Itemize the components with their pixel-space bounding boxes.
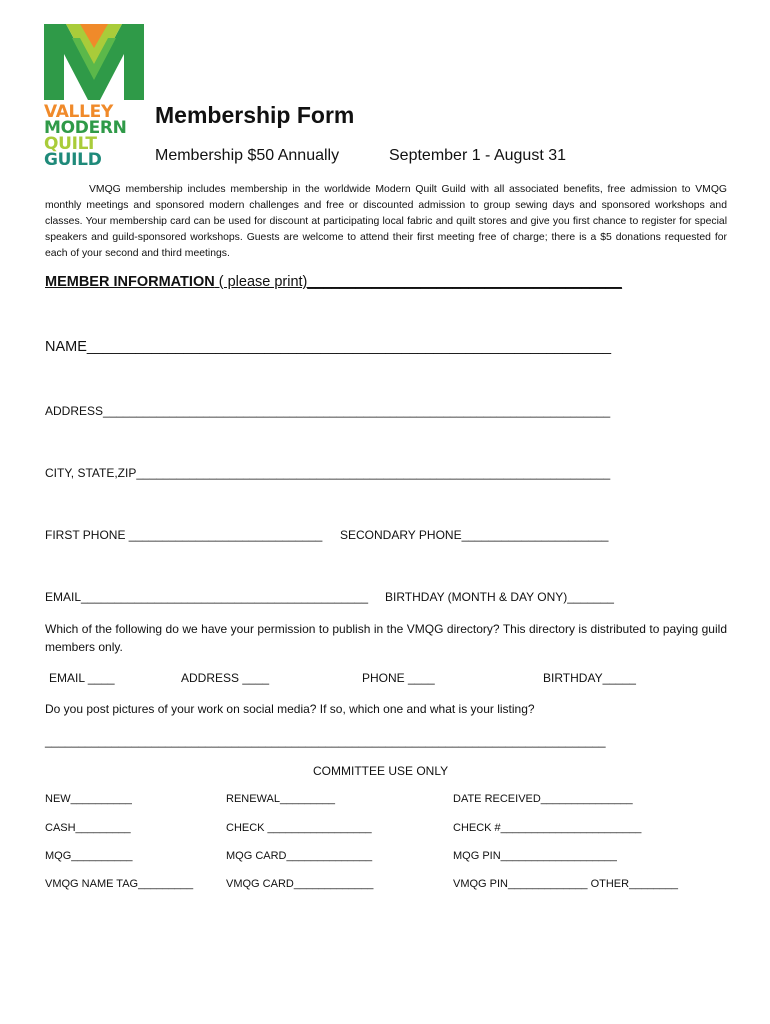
committee-mqg-field[interactable]: MQG__________ [45,850,133,862]
vmqg-logo [44,24,144,170]
logo-text-valley: VALLEY [44,102,113,122]
committee-date-received-field[interactable]: DATE RECEIVED_______________ [453,793,633,805]
secondary-phone-field[interactable]: SECONDARY PHONE______________________ [340,528,609,542]
logo-text-modern: MODERN [44,118,127,138]
committee-vmqg-card-field[interactable]: VMQG CARD_____________ [226,878,374,890]
committee-vmqg-name-tag-field[interactable]: VMQG NAME TAG_________ [45,878,194,890]
committee-renewal-field[interactable]: RENEWAL_________ [226,793,336,805]
permission-phone-field[interactable]: PHONE ____ [362,671,435,685]
committee-new-field[interactable]: NEW__________ [45,793,132,805]
city-state-zip-field[interactable]: CITY, STATE,ZIP_______________________________________________________________________ [45,466,611,480]
email-field[interactable]: EMAIL___________________________________________ [45,590,368,604]
committee-check-number-field[interactable]: CHECK #_______________________ [453,822,642,834]
social-media-question: Do you post pictures of your work on social media? If so, which one and what is your listing? [45,702,535,716]
social-media-answer-line[interactable]: ____________________________________________________________________________________ [45,734,606,748]
committee-cash-field[interactable]: CASH_________ [45,822,131,834]
page-title: Membership Form [155,102,355,128]
name-field[interactable]: NAME_________________________________________________________________ [45,339,612,355]
committee-heading: COMMITTEE USE ONLY [313,764,449,778]
first-phone-field[interactable]: FIRST PHONE _____________________________ [45,528,323,542]
intro-paragraph: VMQG membership includes membership in the worldwide Modern Quilt Guild with all associated benefits, free admission to VMQG monthly meetings and sponsored modern challenges and free or discounted admission to group sewing days and sponsored workshops and classes. Your membership card can be used for discount at participating local fabric and quilt stores and give you first chance to register for special speakers and guild-sponsored workshops. Guests are welcome to attend their first meeting free of charge; there is a $5 donations requested for each of your second and third meetings. [45,184,727,259]
member-information-title: MEMBER INFORMATION [45,274,215,290]
address-field[interactable]: ADDRESS____________________________________________________________________________ [45,404,611,418]
member-information-heading [45,274,622,290]
committee-vmqg-pin-other-field[interactable]: VMQG PIN_____________ OTHER________ [453,878,679,890]
member-information-note: ( please print)_______________________________________ [214,274,622,290]
committee-check-field[interactable]: CHECK _________________ [226,822,372,834]
committee-mqg-pin-field[interactable]: MQG PIN___________________ [453,850,617,862]
membership-period: September 1 - August 31 [389,147,566,164]
committee-mqg-card-field[interactable]: MQG CARD______________ [226,850,373,862]
birthday-field[interactable]: BIRTHDAY (MONTH & DAY ONY)_______ [385,590,614,604]
permission-birthday-field[interactable]: BIRTHDAY_____ [543,671,636,685]
directory-permission-question: Which of the following do we have your permission to publish in the VMQG directory? This directory is distributed to paying guild members only. [45,622,727,654]
logo-m-mark [44,24,144,100]
logo-text-quilt: QUILT [44,134,97,154]
permission-address-field[interactable]: ADDRESS ____ [181,671,270,685]
membership-fee: Membership $50 Annually [155,147,340,164]
permission-email-field[interactable]: EMAIL ____ [49,671,115,685]
logo-text-guild: GUILD [44,150,102,170]
